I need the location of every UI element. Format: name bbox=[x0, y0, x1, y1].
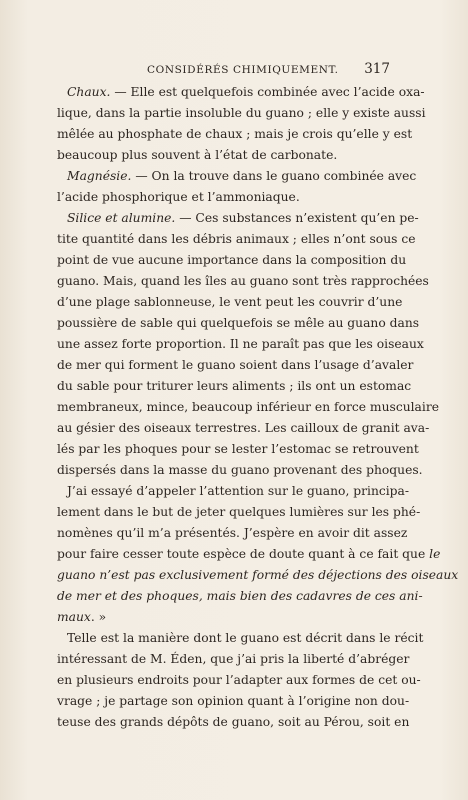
section-term-silice: Silice et alumine. bbox=[67, 211, 176, 225]
text-line: lés par les phoques pour se lester l’estomac se retrouvent bbox=[57, 442, 419, 456]
text-line: du sable pour triturer leurs aliments ; ils ont un estomac bbox=[57, 379, 412, 393]
body-text bbox=[57, 82, 459, 733]
text-line: poussière de sable qui quelquefois se mêle au guano dans bbox=[57, 316, 420, 330]
text-line: de mer et des phoques, mais bien des cadavres de ces ani- bbox=[57, 589, 423, 603]
text-line: Silice et alumine. — Ces substances n’existent qu’en pe- bbox=[67, 211, 419, 225]
text-line: J’ai essayé d’appeler l’attention sur le guano, principa- bbox=[67, 484, 410, 498]
section-term-chaux: Chaux. bbox=[67, 85, 111, 99]
running-title: CONSIDÉRÉS CHIMIQUEMENT. bbox=[147, 64, 339, 76]
text-line: teuse des grands dépôts de guano, soit au Pérou, soit en bbox=[57, 715, 410, 729]
section-term-magnesie: Magnésie. bbox=[67, 169, 132, 183]
text-line: lement dans le but de jeter quelques lumières sur les phé- bbox=[57, 505, 421, 519]
text-line: Telle est la manière dont le guano est décrit dans le récit bbox=[67, 631, 424, 645]
text-line: en plusieurs endroits pour l’adapter aux formes de cet ou- bbox=[57, 673, 421, 687]
page-number: 317 bbox=[364, 61, 390, 77]
text-line: point de vue aucune importance dans la composition du bbox=[57, 253, 407, 267]
text-line: Magnésie. — On la trouve dans le guano combinée avec bbox=[67, 169, 417, 183]
text-line: nomènes qu’il m’a présentés. J’espère en avoir dit assez bbox=[57, 526, 408, 540]
text-line: Chaux. — Elle est quelquefois combinée avec l’acide oxa- bbox=[67, 85, 425, 99]
text-line: pour faire cesser toute espèce de doute quant à ce fait que le bbox=[57, 547, 441, 561]
text-line: intéressant de M. Éden, que j’ai pris la liberté d’abréger bbox=[57, 652, 410, 666]
text-line: guano n’est pas exclusivement formé des déjections des oiseaux bbox=[57, 568, 459, 582]
text-line: d’une plage sablonneuse, le vent peut les couvrir d’une bbox=[57, 295, 403, 309]
text-line: guano. Mais, quand les îles au guano sont très rapprochées bbox=[57, 274, 429, 288]
text-line: beaucoup plus souvent à l’état de carbonate. bbox=[57, 148, 338, 162]
text-line: au gésier des oiseaux terrestres. Les cailloux de granit ava- bbox=[57, 421, 430, 435]
text-line: une assez forte proportion. Il ne paraît pas que les oiseaux bbox=[57, 337, 424, 351]
text-line: de mer qui forment le guano soient dans l’usage d’avaler bbox=[57, 358, 414, 372]
text-line: tite quantité dans les débris animaux ; elles n’ont sous ce bbox=[57, 232, 416, 246]
text-line: maux. » bbox=[57, 610, 107, 624]
text-line: l’acide phosphorique et l’ammoniaque. bbox=[57, 190, 300, 204]
text-line: mêlée au phosphate de chaux ; mais je crois qu’elle y est bbox=[57, 127, 413, 141]
text-line: lique, dans la partie insoluble du guano ; elle y existe aussi bbox=[57, 106, 426, 120]
text-line: membraneux, mince, beaucoup inférieur en force musculaire bbox=[57, 400, 439, 414]
page-header bbox=[57, 61, 390, 80]
text-line: dispersés dans la masse du guano provenant des phoques. bbox=[57, 463, 423, 477]
text-line: vrage ; je partage son opinion quant à l’origine non dou- bbox=[57, 694, 410, 708]
